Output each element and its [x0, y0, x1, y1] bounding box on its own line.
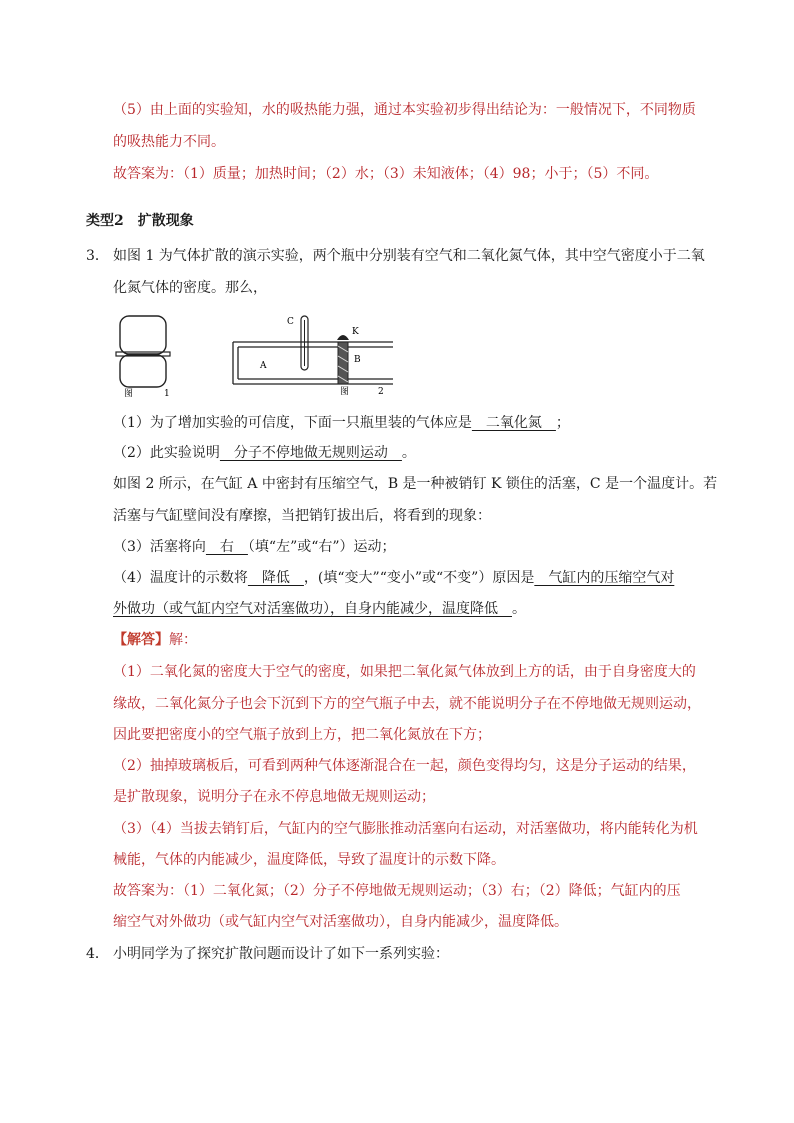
q3-context-line-1: 如图 2 所示，在气缸 A 中密封有压缩空气，B 是一种被销钉 K 锁住的活塞，C 是一个温度计。若: [113, 476, 718, 492]
fig2-label-k: K: [352, 327, 359, 337]
answer-line-1: 故答案为：（1）二氧化氮；（2）分子不停地做无规则运动；（3）右；（2）降低；气缸内的压: [113, 883, 681, 899]
prev-answer: 故答案为：（1）质量；加热时间；（2）水；（3）未知液体；（4）98；小于；（5）不同。: [113, 166, 659, 182]
q3-part-3-answer: 右: [205, 539, 248, 555]
solution-lead: 解：: [169, 632, 197, 648]
solution-3-line-1: （3）（4）当拔去销钉后，气缸内的空气膨胀推动活塞向右运动，对活塞做功，将内能转化为机: [113, 821, 698, 837]
solution-2-line-2: 是扩散现象，说明分子在永不停息地做无规则运动；: [113, 789, 435, 805]
question-number-4: 4．: [86, 946, 109, 962]
fig2-label-b: B: [354, 355, 361, 365]
q4-stem: 小明同学为了探究扩散问题而设计了如下一系列实验：: [113, 946, 449, 962]
fig2-label-a: A: [260, 361, 267, 371]
q3-part-3: [113, 537, 396, 557]
solution-2-line-1: （2）抽掉玻璃板后，可看到两种气体逐渐混合在一起，颜色变得均匀，这是分子运动的结果，: [113, 758, 696, 774]
q3-context-line-2: 活塞与气缸壁间没有摩擦，当把销钉拔出后，将看到的现象：: [113, 508, 491, 524]
q3-part-4-text: （4）温度计的示数将: [113, 570, 248, 586]
fig1-caption-a: 图: [124, 389, 134, 399]
solution-header: [113, 630, 197, 650]
solution-1-line-1: （1）二氧化氮的密度大于空气的密度，如果把二氧化氮气体放到上方的话，由于自身密度大的: [113, 664, 696, 680]
q3-part-2-end: 。: [401, 445, 416, 461]
q3-part-4-reason-2: 外做功（或气缸内空气对活塞做功），自身内能减少，温度降低: [113, 601, 512, 617]
cylinder-walls: [233, 342, 393, 384]
solution-1-line-3: 因此要把密度小的空气瓶子放到上方，把二氧化氮放在下方；: [113, 727, 491, 743]
q3-part-2: [113, 443, 416, 463]
prev-solution-line-1: （5）由上面的实验知，水的吸热能力强，通过本实验初步得出结论为：一般情况下，不同物质: [113, 102, 696, 118]
lower-bottle: [120, 355, 166, 387]
solution-1-line-2: 缘故，二氧化氮分子也会下沉到下方的空气瓶子中去，就不能说明分子在不停地做无规则运动，: [113, 696, 701, 712]
q3-part-4-line-1: [113, 568, 674, 588]
question-number-3: 3．: [86, 248, 109, 264]
thermometer: [301, 316, 308, 370]
q3-part-1: [113, 413, 570, 433]
q3-stem-line-2: 化氮气体的密度。那么，: [113, 280, 267, 296]
q3-part-1-answer: 二氧化氮: [471, 415, 556, 431]
figure-1-bottles: [110, 312, 180, 400]
section-title: 类型2 扩散现象: [86, 213, 194, 229]
q3-part-2-text: （2）此实验说明: [113, 445, 220, 461]
figure-2-cylinder: [228, 312, 400, 400]
answer-line-2: 缩空气对外做功（或气缸内空气对活塞做功），自身内能减少，温度降低。: [113, 914, 568, 930]
solution-tag: 【解答】: [113, 632, 169, 648]
q3-part-4-answer: 降低: [247, 570, 304, 586]
solution-3-line-2: 械能，气体的内能减少，温度降低，导致了温度计的示数下降。: [113, 852, 505, 868]
upper-bottle: [120, 316, 166, 354]
q3-part-3-end: （填“左”或“右”）运动；: [247, 539, 396, 555]
pin-k: [337, 335, 349, 340]
q3-part-1-end: ；: [555, 415, 570, 431]
fig2-label-c: C: [287, 317, 294, 327]
q3-part-4-end: 。: [512, 601, 526, 617]
fig2-caption-b: 2: [378, 387, 384, 397]
piston: [338, 342, 348, 384]
fig1-caption-b: 1: [164, 389, 170, 399]
q3-part-3-text: （3）活塞将向: [113, 539, 206, 555]
q3-part-4-line-2: [113, 599, 526, 619]
q3-part-4-reason-1: 气缸内的压缩空气对: [534, 570, 675, 586]
q3-stem-line-1: 如图 1 为气体扩散的演示实验，两个瓶中分别装有空气和二氧化氮气体，其中空气密度小于二氧: [113, 248, 705, 264]
prev-solution-line-2: 的吸热能力不同。: [113, 134, 225, 150]
q3-part-2-answer: 分子不停地做无规则运动: [219, 445, 402, 461]
q3-part-1-text: （1）为了增加实验的可信度，下面一只瓶里装的气体应是: [113, 415, 472, 431]
q3-part-4-mid: ，(填“变大”“变小”或“不变”）原因是: [303, 570, 535, 586]
fig2-caption-a: 图: [340, 387, 350, 397]
